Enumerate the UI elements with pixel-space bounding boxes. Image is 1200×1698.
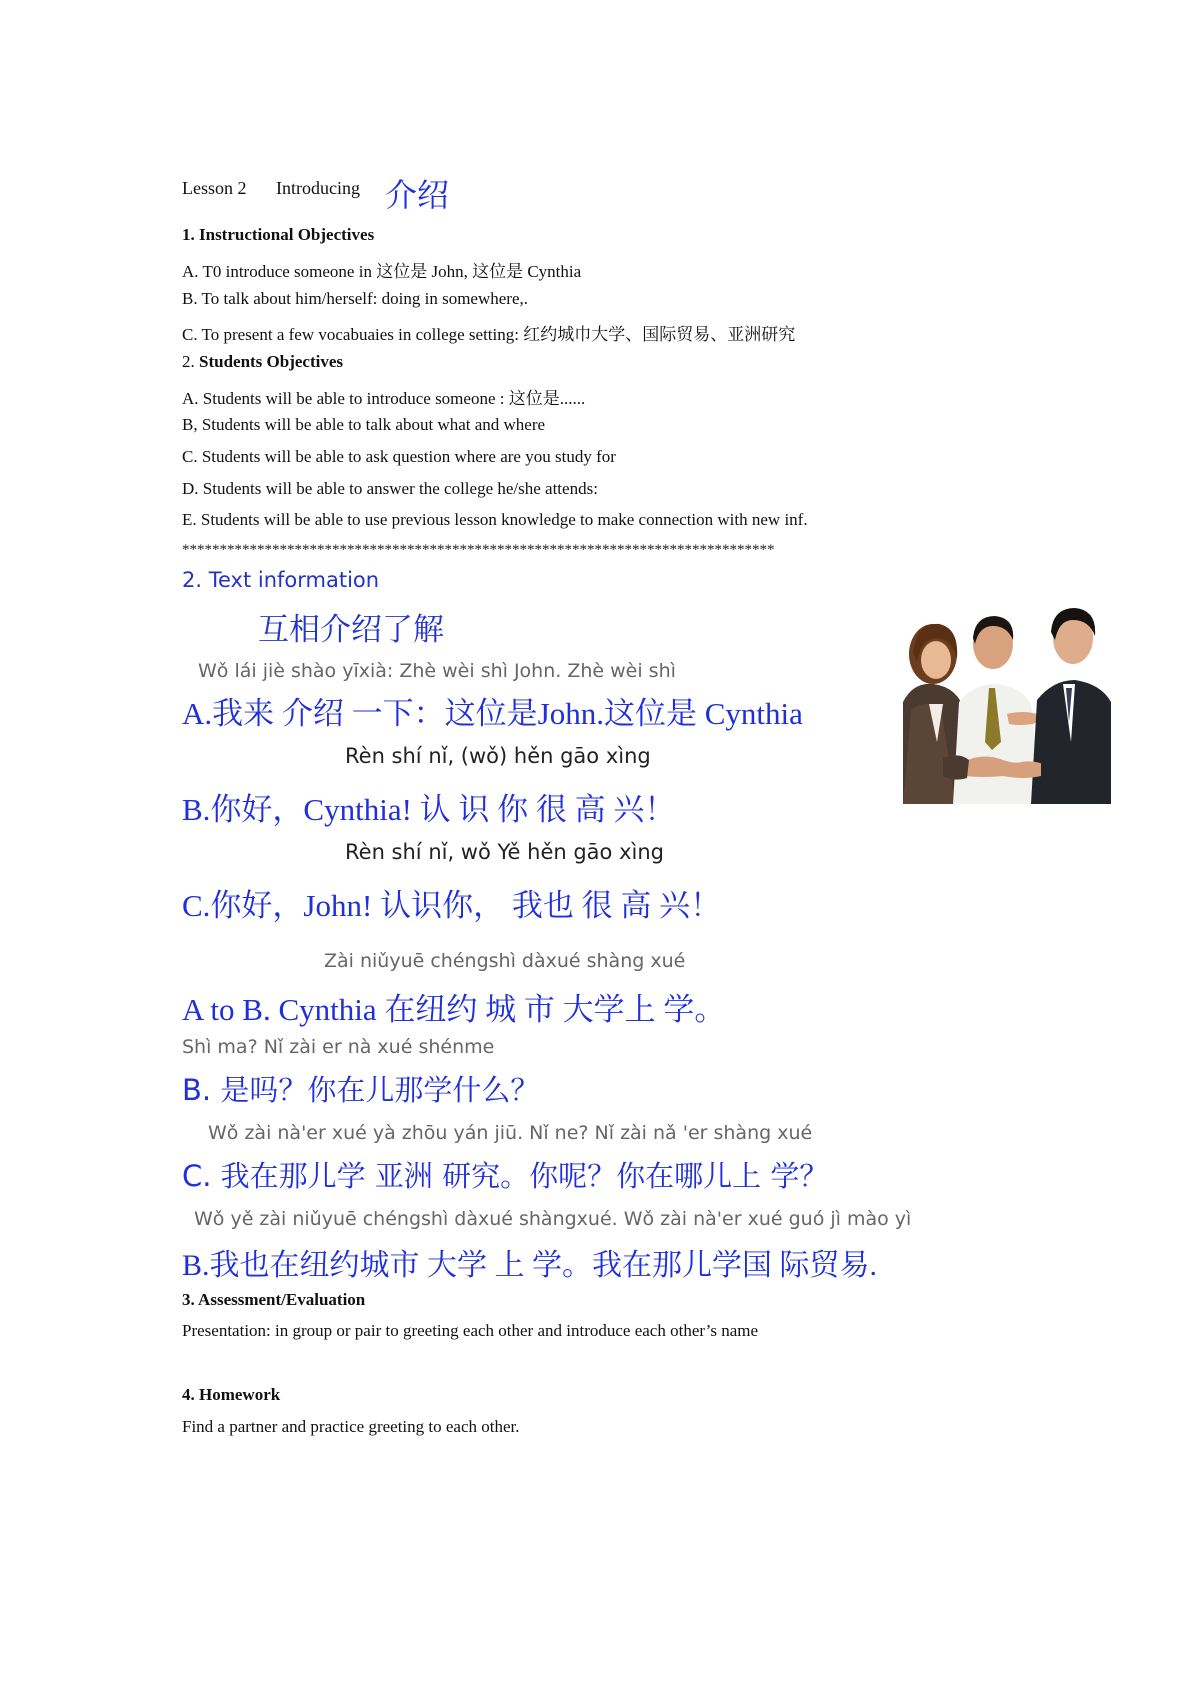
student-objective-a: A. Students will be able to introduce someone : 这位是...... bbox=[182, 389, 586, 408]
students-objectives-heading-row bbox=[182, 352, 343, 372]
instructional-objective-b: B. To talk about him/herself: doing in somewhere,. bbox=[182, 289, 528, 308]
homework-text: Find a partner and practice greeting to each other. bbox=[182, 1417, 520, 1436]
lesson-chinese-title: 介绍 bbox=[385, 176, 450, 214]
pinyin-line-3: Rèn shí nǐ, wǒ Yě hěn gāo xìng bbox=[345, 840, 664, 864]
text-information-heading: 2. Text information bbox=[182, 568, 380, 592]
dialog-line-a1: A.我来 介绍 一下：这位是John.这位是 Cynthia bbox=[182, 696, 803, 731]
pinyin-line-2: Rèn shí nǐ, (wǒ) hěn gāo xìng bbox=[345, 744, 651, 768]
pinyin-line-5: Shì ma? Nǐ zài er nà xué shénme bbox=[182, 1036, 495, 1058]
dialog-subtitle: 互相介绍了解 bbox=[258, 612, 444, 648]
student-objective-c: C. Students will be able to ask question where are you study for bbox=[182, 447, 616, 466]
student-objective-e: E. Students will be able to use previous lesson knowledge to make connection with new inf. bbox=[182, 510, 808, 529]
business-handshake-photo bbox=[903, 592, 1111, 804]
star-divider: ******************************************************************************* bbox=[182, 542, 775, 558]
dialog-line-b1: B.你好，Cynthia! 认 识 你 很 高 兴！ bbox=[182, 792, 676, 827]
dialog-line-c1: C.你好，John! 认识你， 我也 很 高 兴！ bbox=[182, 888, 722, 923]
dialog-line-c2: C. 我在那儿学 亚洲 研究。你呢？你在哪儿上 学？ bbox=[182, 1159, 829, 1193]
lesson-label: Lesson 2 bbox=[182, 178, 247, 198]
instructional-objective-c: C. To present a few vocabuaies in college setting: 红约城巾大学、国际贸易、亚洲研究 bbox=[182, 325, 796, 344]
pinyin-line-4: Zài niǔyuē chéngshì dàxué shàng xué bbox=[324, 950, 686, 972]
instructional-objectives-heading: 1. Instructional Objectives bbox=[182, 225, 375, 244]
pinyin-line-1: Wǒ lái jiè shào yīxià: Zhè wèi shì John. Zhè wèi shì bbox=[198, 660, 676, 682]
homework-heading: 4. Homework bbox=[182, 1385, 281, 1404]
pinyin-line-6: Wǒ zài nà'er xué yà zhōu yán jiū. Nǐ ne? Nǐ zài nǎ 'er shàng xué bbox=[208, 1122, 813, 1144]
handshake-illustration bbox=[903, 592, 1111, 804]
pinyin-line-7: Wǒ yě zài niǔyuē chéngshì dàxué shàngxué. Wǒ zài nà'er xué guó jì mào yì bbox=[194, 1208, 912, 1230]
dialog-line-b3: B.我也在纽约城市 大学 上 学。我在那儿学国 际贸易. bbox=[182, 1249, 878, 1282]
student-objective-d: D. Students will be able to answer the college he/she attends: bbox=[182, 479, 598, 498]
instructional-objective-a: A. T0 introduce someone in 这位是 John, 这位是 Cynthia bbox=[182, 262, 582, 281]
assessment-heading: 3. Assessment/Evaluation bbox=[182, 1290, 366, 1309]
students-objectives-heading: Students Objectives bbox=[199, 352, 344, 371]
dialog-line-b2: B. 是吗？你在儿那学什么？ bbox=[182, 1073, 540, 1107]
lesson-english-title: Introducing bbox=[276, 178, 360, 198]
students-objectives-number: 2. bbox=[182, 352, 195, 371]
student-objective-b: B, Students will be able to talk about what and where bbox=[182, 415, 546, 434]
assessment-text: Presentation: in group or pair to greeting each other and introduce each other’s name bbox=[182, 1321, 759, 1340]
dialog-line-a-to-b: A to B. Cynthia 在纽约 城 市 大学上 学。 bbox=[182, 992, 726, 1027]
